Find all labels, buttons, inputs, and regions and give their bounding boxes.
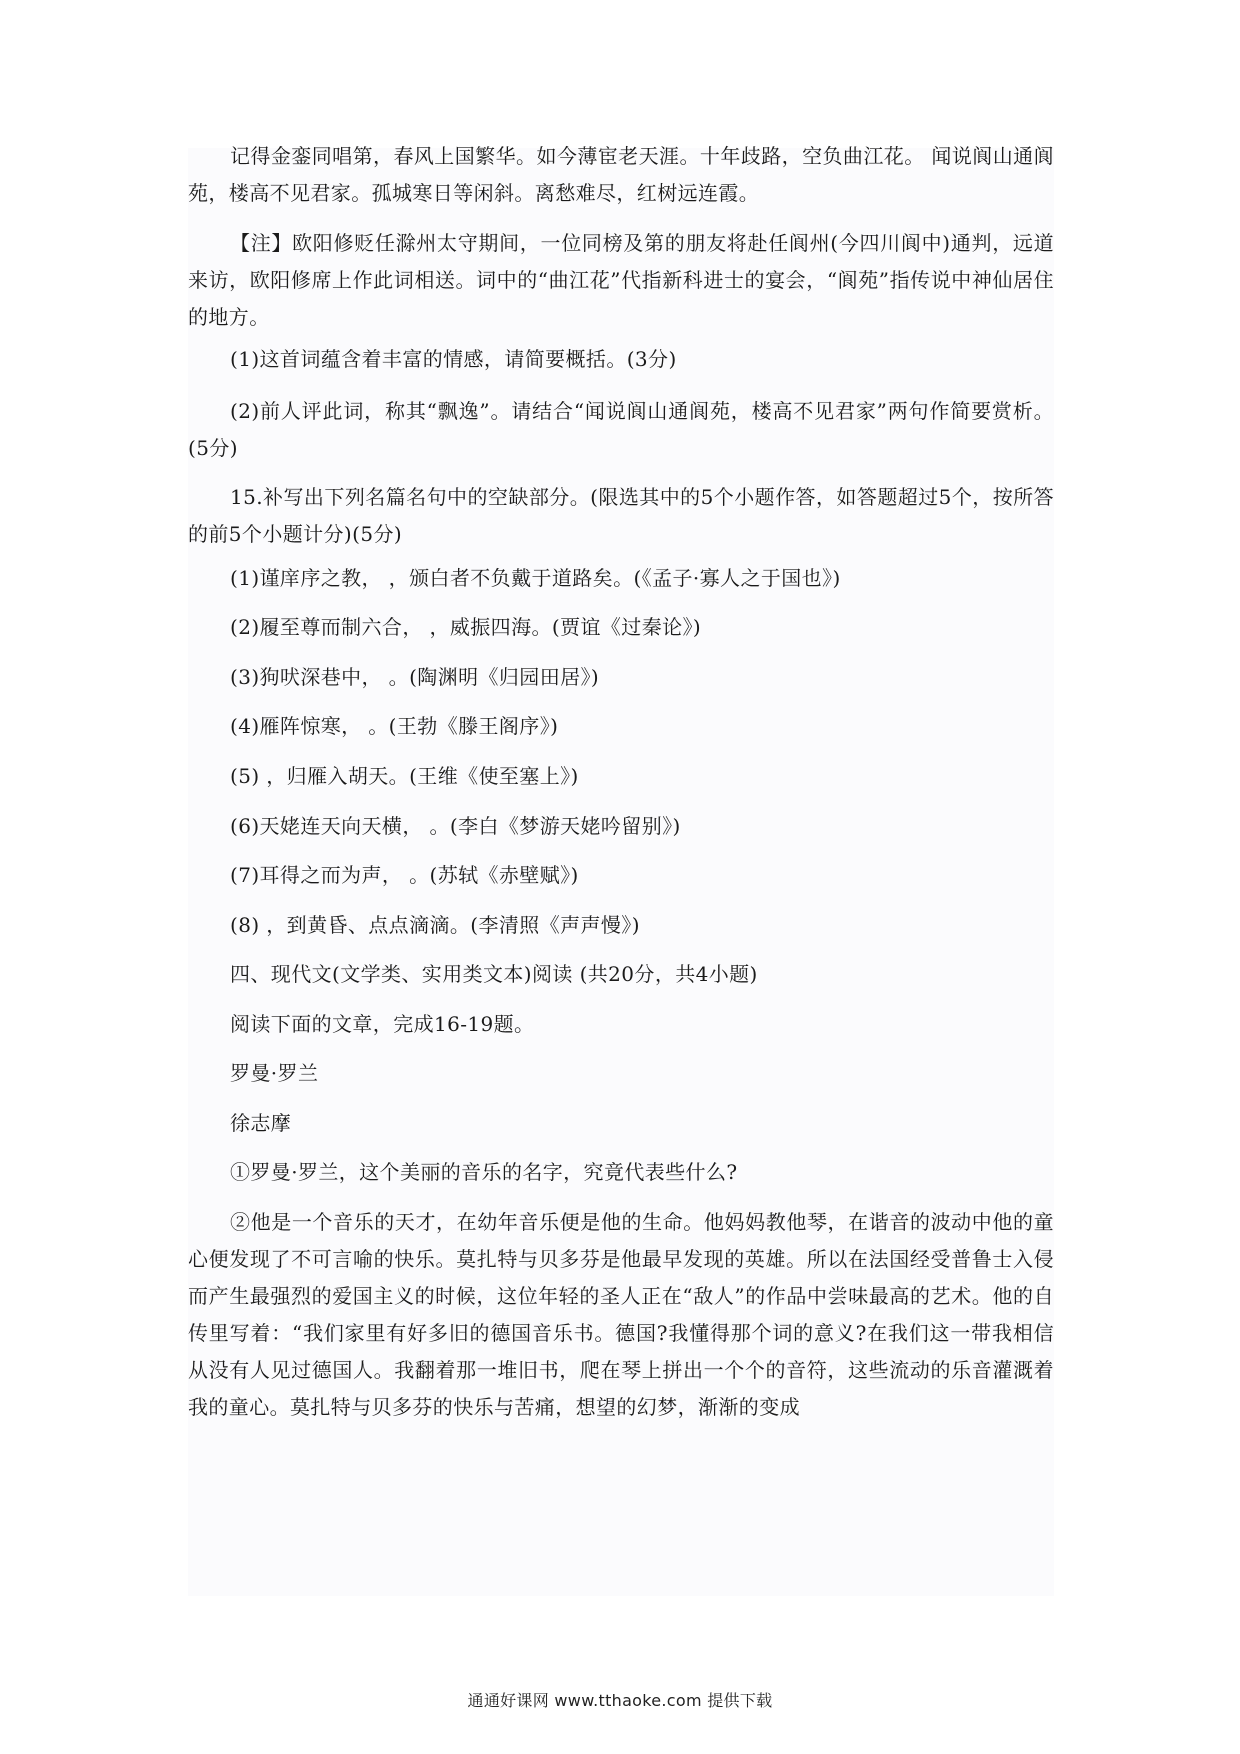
article-title: 罗曼·罗兰 — [230, 1061, 319, 1085]
page-footer: 通通好课网 www.tthaoke.com 提供下载 — [467, 1691, 773, 1710]
article-paragraph-1: ①罗曼·罗兰，这个美丽的音乐的名字，究竟代表些什么? — [230, 1160, 738, 1184]
question-15-item-4: (4)雁阵惊寒， 。(王勃《滕王阁序》) — [230, 714, 559, 738]
question-15-item-8: (8) ，到黄昏、点点滴滴。(李清照《声声慢》) — [230, 913, 640, 937]
page-body — [188, 144, 1054, 1596]
question-14-1: (1)这首词蕴含着丰富的情感，请简要概括。(3分) — [230, 347, 677, 371]
poem-note: 【注】欧阳修贬任滁州太守期间，一位同榜及第的朋友将赴任阆州(今四川阆中)通判，远道来访，欧阳修席上作此词相送。词中的“曲江花”代指新科进士的宴会，“阆苑”指传说中神仙居住的地方。 — [188, 231, 1054, 329]
question-15-item-7: (7)耳得之而为声， 。(苏轼《赤壁赋》) — [230, 863, 579, 887]
article-author: 徐志摩 — [230, 1111, 292, 1135]
question-15-item-2: (2)履至尊而制六合， ，威振四海。(贾谊《过秦论》) — [230, 615, 702, 639]
article-paragraph-2: ②他是一个音乐的天才，在幼年音乐便是他的生命。他妈妈教他琴，在谐音的波动中他的童心便发现了不可言喻的快乐。莫扎特与贝多芬是他最早发现的英雄。所以在法国经受普鲁士入侵而产生最强烈的爱国主义的时候，这位年轻的圣人正在“敌人”的作品中尝味最高的艺术。他的自传里写着：“我们家里有好多旧的德国音乐书。德国?我懂得那个词的意义?在我们这一带我相信从没有人见过德国人。我翻着那一堆旧书，爬在琴上拼出一个个的音符，这些流动的乐音灌溉着我的童心。莫扎特与贝多芬的快乐与苦痛，想望的幻梦，渐渐的变成 — [188, 1210, 1054, 1419]
section-4-title: 四、现代文(文学类、实用类文本)阅读 (共20分，共4小题) — [230, 962, 758, 986]
question-15-item-3: (3)狗吠深巷中， 。(陶渊明《归园田居》) — [230, 665, 600, 689]
question-14-2: (2)前人评此词，称其“飘逸”。请结合“闻说阆山通阆苑，楼高不见君家”两句作简要赏析。(5分) — [188, 399, 1054, 460]
question-15-title: 15.补写出下列名篇名句中的空缺部分。(限选其中的5个小题作答，如答题超过5个，按所答的前5个小题计分)(5分) — [188, 485, 1054, 546]
poem-text: 记得金銮同唱第，春风上国繁华。如今薄宦老天涯。十年歧路，空负曲江花。 闻说阆山通阆苑，楼高不见君家。孤城寒日等闲斜。离愁难尽，红树远连霞。 — [188, 144, 1054, 205]
question-15-item-6: (6)天姥连天向天横， 。(李白《梦游天姥吟留别》) — [230, 814, 681, 838]
section-4-instruction: 阅读下面的文章，完成16-19题。 — [230, 1012, 535, 1036]
question-15-item-1: (1)谨庠序之教， ，颁白者不负戴于道路矣。(《孟子·寡人之于国也》) — [230, 566, 841, 590]
question-15-item-5: (5) ，归雁入胡天。(王维《使至塞上》) — [230, 764, 579, 788]
